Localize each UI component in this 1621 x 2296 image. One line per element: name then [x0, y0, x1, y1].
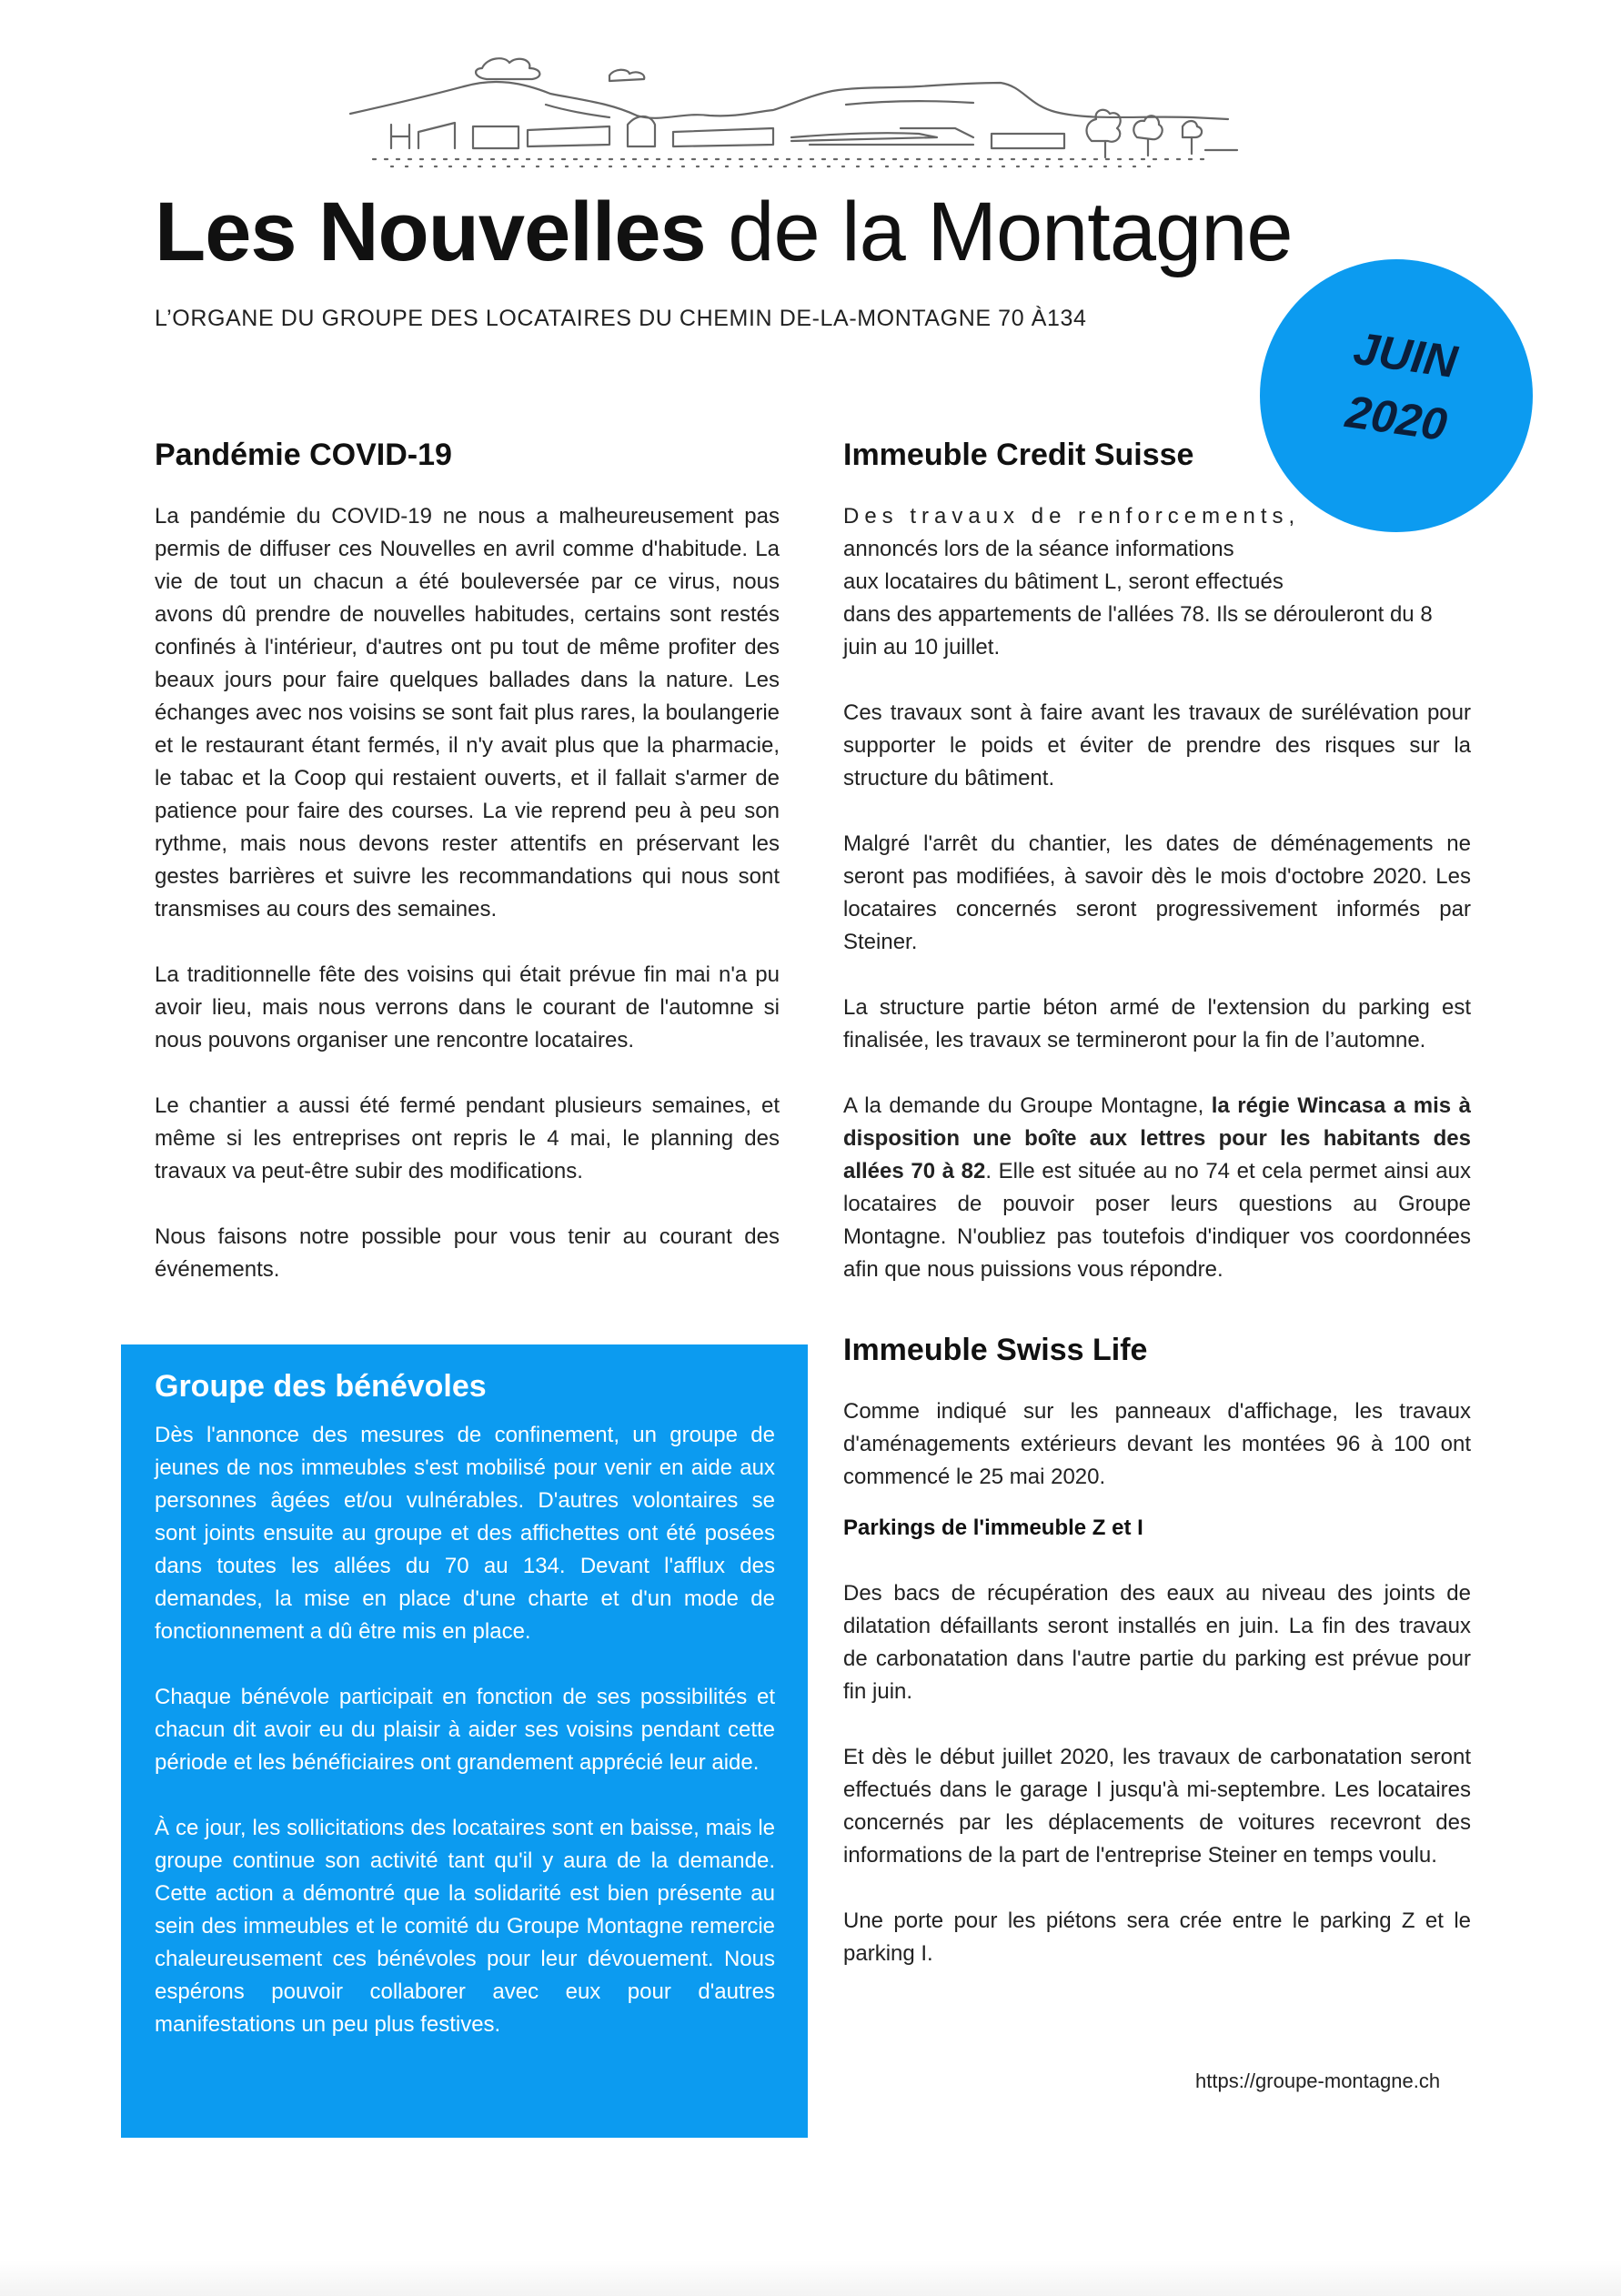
newsletter-subtitle: L’ORGANE DU GROUPE DES LOCATAIRES DU CHEMIN DE-LA-MONTAGNE 70 À134: [155, 306, 1087, 331]
covid-heading: Pandémie COVID-19: [155, 438, 452, 472]
volunteers-box: [121, 1344, 808, 2138]
right-column: [843, 435, 1471, 2003]
title-regular-part: de la Montagne: [705, 186, 1293, 278]
covid-section: [155, 435, 780, 1286]
covid-paragraph: La pandémie du COVID-19 ne nous a malheureusement pas permis de diffuser ces Nouvelles en avril comme d'habitude. La vie de tout un chacun a été bouleversée par ce virus, nous avons dû prendre de nouvelles habitudes, certains sont restés confinés à l'intérieur, d'autres ont pu tout de même profiter des beaux jours pour faire quelques ballades dans la nature. Les échanges avec nos voisins se sont fait plus rares, la boulangerie et le restaurant étant fermés, il n'y avait plus que la pharmacie, le tabac et la Coop qui restaient ouverts, et il fallait s'armer de patience pour faire des courses. La vie reprend peu à peu son rythme, mais nous devons rester attentifs en préservant les gestes barrières et suivre les recommandations qui nous sont transmises au cours des semaines.: [155, 504, 780, 921]
credit-suisse-section: [843, 435, 1471, 1286]
credit-suisse-paragraph: [843, 500, 1471, 664]
credit-suisse-paragraph: Ces travaux sont à faire avant les travaux de surélévation pour supporter le poids et éviter de prendre des risques sur la structure du bâtiment.: [843, 700, 1471, 791]
parkings-paragraph: Une porte pour les piétons sera crée entre le parking Z et le parking I.: [843, 1908, 1471, 1966]
covid-paragraph: Le chantier a aussi été fermé pendant plusieurs semaines, et même si les entreprises ont repris le 4 mai, le planning des travaux va peut-être subir des modifications.: [155, 1093, 780, 1183]
badge-year: 2020: [1343, 386, 1451, 451]
parkings-paragraph: Des bacs de récupération des eaux au niveau des joints de dilatation défaillants seront installés en juin. La fin des travaux de carbonatation dans l'autre partie du parking est prévue pour fin juin.: [843, 1581, 1471, 1704]
parkings-paragraph: Et dès le début juillet 2020, les travaux de carbonatation seront effectués dans le garage I jusqu'à mi-septembre. Les locataires concernés par les déplacements de voitures recevront des informations de la part de l'entreprise Steiner en temps voulu.: [843, 1745, 1471, 1868]
credit-suisse-line: dans des appartements de l'allées 78. Ils se dérouleront du 8 juin au 10 juillet.: [843, 602, 1433, 660]
title-bold-part: Les Nouvelles: [155, 186, 706, 278]
credit-suisse-line: annoncés lors de la séance informations: [843, 537, 1234, 561]
badge-month: JUIN: [1350, 322, 1461, 388]
swiss-life-section: [843, 1330, 1471, 1970]
credit-suisse-heading: Immeuble Credit Suisse: [843, 438, 1194, 472]
volunteers-heading: Groupe des bénévoles: [155, 1369, 487, 1404]
credit-suisse-paragraph: Malgré l'arrêt du chantier, les dates de déménagements ne seront pas modifiées, à savoir dès le mois d'octobre 2020. Les locataires concernés seront progressivement informés par Steiner.: [843, 831, 1471, 954]
newsletter-title: [155, 182, 1293, 282]
landscape-sketch-illustration: [337, 50, 1264, 173]
website-link[interactable]: https://groupe-montagne.ch: [1195, 2069, 1441, 2092]
swiss-life-paragraph: Comme indiqué sur les panneaux d'affichage, les travaux d'aménagements extérieurs devant les montées 96 à 100 ont commencé le 25 mai 2020.: [843, 1399, 1471, 1489]
credit-suisse-line: aux locataires du bâtiment L, seront effectués: [843, 569, 1284, 594]
credit-suisse-line: Des travaux de renforcements,: [843, 504, 1301, 529]
mailbox-highlight: la régie Wincasa a mis à disposition une boîte aux lettres pour les habitants des allées 70 à 82: [843, 1093, 1471, 1183]
mailbox-intro: A la demande du Groupe Montagne,: [843, 1093, 1212, 1118]
mailbox-details: . Elle est située au no 74 et cela permet ainsi aux locataires de pouvoir poser leurs questions au Groupe Montagne. N'oubliez pas toutefois d'indiquer vos coordonnées afin que nous puissions vous répondre.: [843, 1159, 1471, 1282]
credit-suisse-paragraph: La structure partie béton armé de l'extension du parking est finalisée, les travaux se termineront pour la fin de l’automne.: [843, 995, 1471, 1052]
covid-paragraph: La traditionnelle fête des voisins qui était prévue fin mai n'a pu avoir lieu, mais nous verrons dans le courant de l'automne si nous pouvons organiser une rencontre locataires.: [155, 962, 780, 1052]
left-column: [155, 435, 780, 1319]
swiss-life-heading: Immeuble Swiss Life: [843, 1333, 1148, 1367]
covid-paragraph: Nous faisons notre possible pour vous tenir au courant des événements.: [155, 1224, 780, 1282]
mailbox-paragraph: [843, 1090, 1471, 1286]
page-bottom-shade: [0, 2261, 1621, 2296]
parkings-subheading: Parkings de l'immeuble Z et I: [843, 1516, 1143, 1540]
volunteers-paragraph: À ce jour, les sollicitations des locataires sont en baisse, mais le groupe continue son activité tant qu'il y aura de la demande. Cette action a démontré que la solidarité est bien présente au sein des immeubles et le comité du Groupe Montagne remercie chaleureusement ces bénévoles pour leur dévouement. Nous espérons pouvoir collaborer avec eux pour d'autres manifestations un peu plus festives.: [155, 1816, 775, 2037]
volunteers-paragraph: Chaque bénévole participait en fonction de ses possibilités et chacun dit avoir eu du plaisir à aider ses voisins pendant cette période et les bénéficiaires ont grandement apprécié leur aide.: [155, 1685, 775, 1775]
volunteers-paragraph: Dès l'annonce des mesures de confinement, un groupe de jeunes de nos immeubles s'est mobilisé pour venir en aide aux personnes âgées et/ou vulnérables. D'autres volontaires se sont joints ensuite au groupe et des affichettes ont été posées dans toutes les allées du 70 au 134. Devant l'afflux des demandes, la mise en place d'une charte et d'un mode de fonctionnement a dû être mis en place.: [155, 1423, 775, 1644]
